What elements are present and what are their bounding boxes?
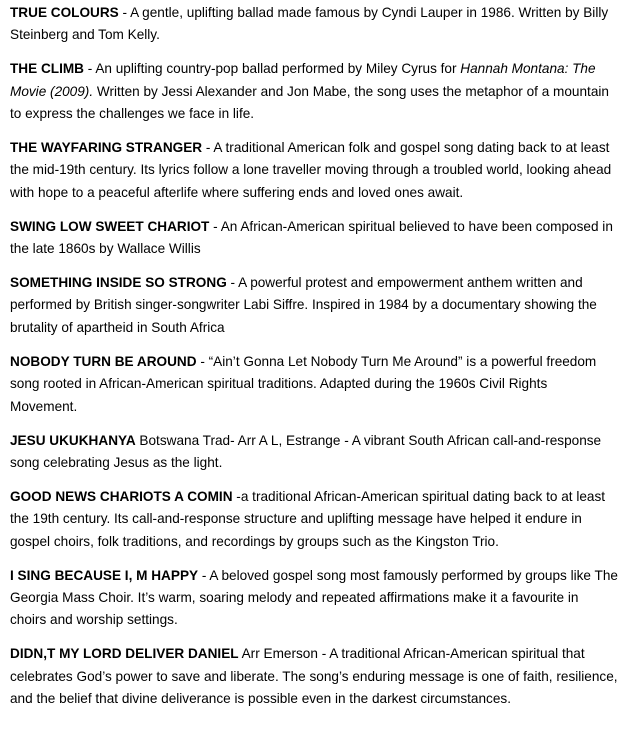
film-title: Hannah Montana: The Movie (2009).: [10, 61, 596, 99]
song-entry-wayfaring-stranger: [10, 137, 618, 204]
song-entry-nobody-turn: [10, 351, 618, 418]
song-entry-swing-low: [10, 216, 618, 261]
song-description-continued: Written by Jessi Alexander and Jon Mabe, the song uses the metaphor of a mountain to express the challenges we face in life.: [10, 83, 609, 122]
song-title: SWING LOW SWEET CHARIOT: [10, 218, 210, 234]
song-title: THE WAYFARING STRANGER: [10, 140, 203, 156]
song-title: DIDN,T MY LORD DELIVER DANIEL: [10, 646, 239, 662]
song-description: -a traditional African-American spiritual dating back to at least the 19th century. Its call-and-response structure and uplifting message have helped it endure in gospel choirs, folk traditions, and recordings by groups such as the Kingston Trio.: [10, 488, 606, 549]
song-entry-i-sing: [10, 565, 618, 632]
song-title: THE CLIMB: [10, 61, 85, 77]
song-entry-daniel: [10, 643, 618, 710]
song-description: - A beloved gospel song most famously performed by groups like The Georgia Mass Choir. It’s warm, soaring melody and repeated affirmations make it a favourite in choirs and worship settings.: [10, 567, 618, 628]
song-entry-something-inside: [10, 272, 618, 339]
song-title: GOOD NEWS CHARIOTS A COMIN: [10, 488, 233, 504]
song-description: - A traditional American folk and gospel song dating back to at least the mid-19th century. Its lyrics follow a lone traveller moving through a troubled world, looking ahead with hope to a peaceful afterlife where suffering ends and loved ones await.: [10, 140, 612, 200]
song-entry-jesu-ukukhanya: [10, 430, 618, 475]
song-description: Botswana Trad- Arr A L, Estrange - A vibrant South African call-and-response song celebrating Jesus as the light.: [10, 432, 602, 470]
song-entry-true-colours: [10, 2, 618, 47]
song-title: TRUE COLOURS: [10, 5, 119, 20]
song-description: - A powerful protest and empowerment anthem written and performed by British singer-songwriter Labi Siffre. Inspired in 1984 by a documentary showing the brutality of apartheid in South Africa: [10, 275, 597, 335]
song-description: - A gentle, uplifting ballad made famous by Cyndi Lauper in 1986. Written by Billy Steinberg and Tom Kelly.: [10, 5, 609, 43]
song-title: JESU UKUKHANYA: [10, 432, 136, 448]
song-description: - An uplifting country-pop ballad performed by Miley Cyrus for: [84, 61, 461, 77]
song-entry-good-news: [10, 486, 618, 553]
song-title: SOMETHING INSIDE SO STRONG: [10, 275, 227, 291]
song-entry-the-climb: [10, 58, 618, 125]
song-title: NOBODY TURN BE AROUND: [10, 353, 197, 369]
song-description: - An African-American spiritual believed to have been composed in the late 1860s by Wallace Willis: [10, 218, 613, 257]
song-description: - “Ain’t Gonna Let Nobody Turn Me Around” is a powerful freedom song rooted in African-American spiritual traditions. Adapted during the 1960s Civil Rights Movement.: [10, 353, 597, 414]
song-description: Arr Emerson - A traditional African-American spiritual that celebrates God’s power to save and liberate. The song’s enduring message is one of faith, resilience, and the belief that divine deliverance is possible even in the darkest circumstances.: [10, 646, 618, 707]
song-title: I SING BECAUSE I, M HAPPY: [10, 567, 199, 583]
